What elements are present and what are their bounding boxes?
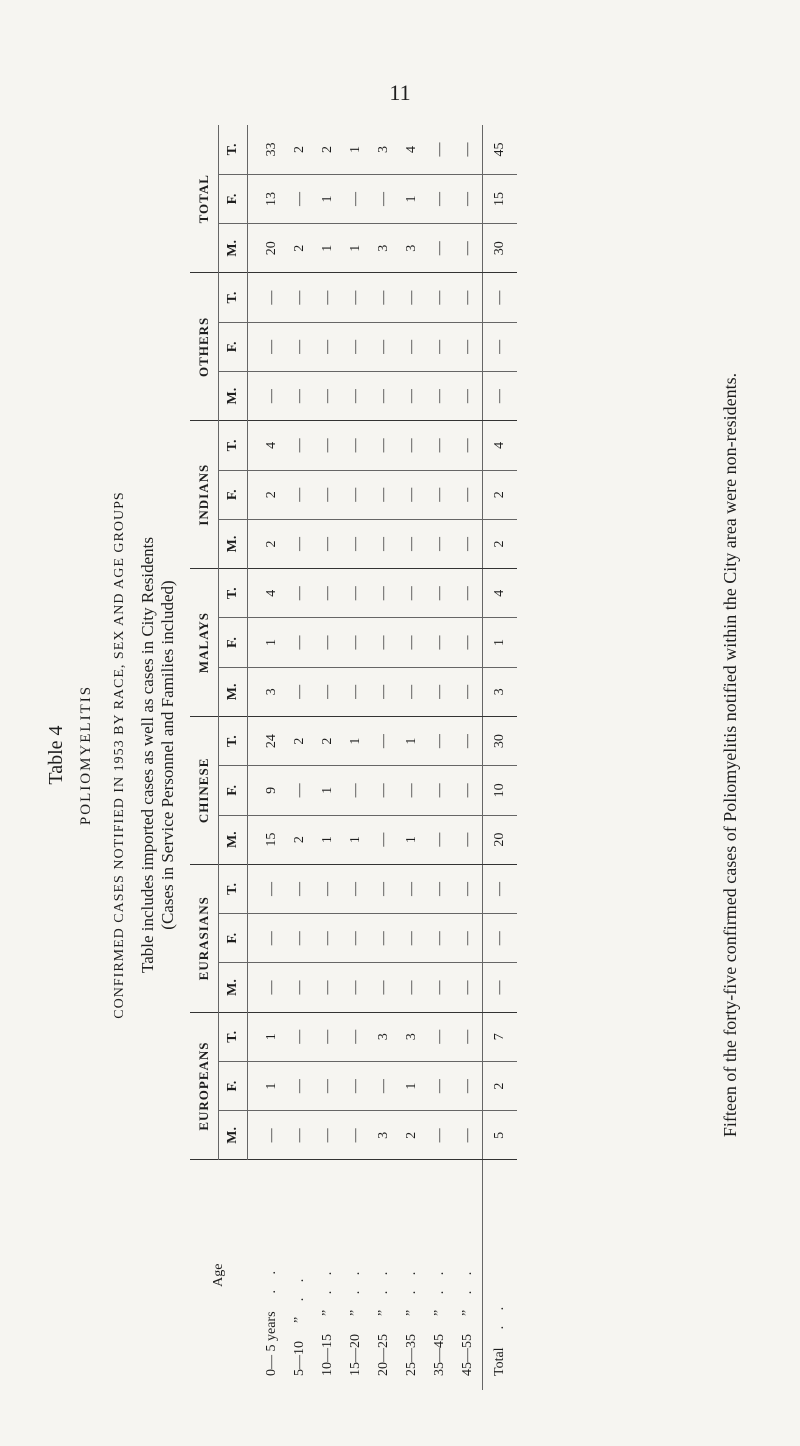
count-cell: — xyxy=(454,224,483,273)
count-cell: — xyxy=(370,914,398,963)
age-cell xyxy=(286,1160,314,1390)
count-cell: — xyxy=(370,322,398,371)
count-cell: — xyxy=(314,914,342,963)
age-label: 20—25 xyxy=(376,1334,391,1376)
count-cell: — xyxy=(370,618,398,667)
count-cell: — xyxy=(426,470,454,519)
count-cell: — xyxy=(370,569,398,618)
count-cell: — xyxy=(314,864,342,913)
count-cell: — xyxy=(370,815,398,864)
count-cell: — xyxy=(342,1061,370,1110)
count-cell: — xyxy=(426,1111,454,1160)
sex-column-header: M. xyxy=(219,372,248,421)
leader-dots: ” . . xyxy=(460,1265,475,1316)
group-header: OTHERS xyxy=(190,273,219,421)
count-cell: — xyxy=(342,174,370,223)
count-cell: — xyxy=(342,766,370,815)
sex-column-header: F. xyxy=(219,470,248,519)
table-row xyxy=(370,125,398,1390)
age-label: 25—35 xyxy=(404,1334,419,1376)
age-cell xyxy=(370,1160,398,1390)
count-cell: — xyxy=(426,421,454,470)
sex-column-header: F. xyxy=(219,1061,248,1110)
count-cell: — xyxy=(483,963,518,1012)
count-cell: — xyxy=(483,273,518,322)
count-cell: 4 xyxy=(483,569,518,618)
count-cell: — xyxy=(398,372,426,421)
age-label: 0— 5 years xyxy=(263,1311,279,1376)
count-cell: — xyxy=(342,963,370,1012)
page-number: 11 xyxy=(389,80,411,105)
age-cell xyxy=(248,1160,287,1390)
count-cell: — xyxy=(342,914,370,963)
sex-column-header: F. xyxy=(219,618,248,667)
count-cell: — xyxy=(454,519,483,568)
count-cell: — xyxy=(426,618,454,667)
count-cell: — xyxy=(286,1061,314,1110)
leader-dots: ” . . xyxy=(376,1265,391,1316)
count-cell: 2 xyxy=(286,716,314,765)
leader-dots: ” . . xyxy=(348,1265,363,1316)
count-cell: — xyxy=(286,174,314,223)
group-header: TOTAL xyxy=(190,125,219,273)
count-cell: — xyxy=(370,470,398,519)
count-cell: 1 xyxy=(342,224,370,273)
age-label: Total xyxy=(492,1347,507,1376)
count-cell: 1 xyxy=(248,1012,287,1061)
count-cell: — xyxy=(342,470,370,519)
rotated-page-content xyxy=(40,120,760,1390)
table-label: Table 4 xyxy=(45,725,67,785)
count-cell: — xyxy=(342,618,370,667)
count-cell: 1 xyxy=(248,1061,287,1110)
count-cell: — xyxy=(398,322,426,371)
count-cell: 4 xyxy=(398,125,426,174)
count-cell: — xyxy=(398,273,426,322)
table-row xyxy=(398,125,426,1390)
count-cell: — xyxy=(483,322,518,371)
count-cell: 15 xyxy=(483,174,518,223)
count-cell: — xyxy=(426,322,454,371)
count-cell: — xyxy=(314,667,342,716)
count-cell: — xyxy=(454,421,483,470)
sex-column-header: M. xyxy=(219,963,248,1012)
count-cell: — xyxy=(370,963,398,1012)
table-body xyxy=(248,125,518,1390)
count-cell: — xyxy=(483,372,518,421)
count-cell: — xyxy=(483,914,518,963)
count-cell: — xyxy=(426,766,454,815)
count-cell: — xyxy=(286,1012,314,1061)
count-cell: — xyxy=(248,322,287,371)
age-label: 45—55 xyxy=(460,1334,475,1376)
count-cell: — xyxy=(248,963,287,1012)
leader-dots: ” . . xyxy=(320,1265,335,1316)
count-cell: — xyxy=(314,421,342,470)
sex-column-header: F. xyxy=(219,322,248,371)
count-cell: — xyxy=(398,569,426,618)
count-cell: 1 xyxy=(483,618,518,667)
count-cell: — xyxy=(426,174,454,223)
age-label: 10—15 xyxy=(320,1334,335,1376)
count-cell: — xyxy=(426,372,454,421)
count-cell: 4 xyxy=(483,421,518,470)
count-cell: — xyxy=(342,569,370,618)
count-cell: — xyxy=(248,864,287,913)
count-cell: — xyxy=(342,273,370,322)
count-cell: — xyxy=(398,470,426,519)
count-cell: 3 xyxy=(398,224,426,273)
age-label: 35—45 xyxy=(432,1334,447,1376)
table-row xyxy=(286,125,314,1390)
count-cell: — xyxy=(286,667,314,716)
count-cell: 33 xyxy=(248,125,287,174)
count-cell: 1 xyxy=(342,125,370,174)
count-cell: — xyxy=(426,273,454,322)
age-cell xyxy=(483,1160,518,1390)
leader-dots: ” . . xyxy=(404,1265,419,1316)
count-cell: — xyxy=(286,914,314,963)
group-header: CHINESE xyxy=(190,716,219,864)
count-cell: 4 xyxy=(248,569,287,618)
leader-dots: . . xyxy=(263,1264,279,1294)
count-cell: 5 xyxy=(483,1111,518,1160)
sex-column-header: M. xyxy=(219,224,248,273)
count-cell: 2 xyxy=(314,125,342,174)
count-cell: — xyxy=(426,864,454,913)
sex-column-header: T. xyxy=(219,421,248,470)
count-cell: — xyxy=(248,914,287,963)
count-cell: — xyxy=(342,667,370,716)
count-cell: 1 xyxy=(248,618,287,667)
group-header: EURASIANS xyxy=(190,864,219,1012)
age-cell xyxy=(342,1160,370,1390)
count-cell: — xyxy=(398,864,426,913)
count-cell: — xyxy=(342,864,370,913)
count-cell: — xyxy=(426,519,454,568)
count-cell: 30 xyxy=(483,716,518,765)
count-cell: — xyxy=(342,421,370,470)
count-cell: — xyxy=(370,766,398,815)
count-cell: — xyxy=(426,667,454,716)
count-cell: 2 xyxy=(248,519,287,568)
count-cell: — xyxy=(286,1111,314,1160)
count-cell: — xyxy=(454,815,483,864)
count-cell: — xyxy=(370,716,398,765)
count-cell: — xyxy=(370,273,398,322)
count-cell: — xyxy=(454,667,483,716)
group-header-row xyxy=(190,125,219,1390)
count-cell: — xyxy=(426,1061,454,1110)
count-cell: 1 xyxy=(314,766,342,815)
count-cell: 2 xyxy=(286,815,314,864)
count-cell: 3 xyxy=(370,125,398,174)
count-cell: — xyxy=(342,372,370,421)
count-cell: — xyxy=(370,174,398,223)
count-cell: 3 xyxy=(370,224,398,273)
count-cell: — xyxy=(454,322,483,371)
sex-column-header: T. xyxy=(219,716,248,765)
sex-column-header: T. xyxy=(219,569,248,618)
count-cell: — xyxy=(370,372,398,421)
count-cell: 1 xyxy=(342,815,370,864)
sex-column-header: M. xyxy=(219,815,248,864)
count-cell: — xyxy=(398,421,426,470)
count-cell: — xyxy=(454,1061,483,1110)
table-title: POLIOMYELITIS xyxy=(78,684,94,826)
count-cell: — xyxy=(286,618,314,667)
sex-column-header: M. xyxy=(219,519,248,568)
count-cell: — xyxy=(426,125,454,174)
count-cell: 3 xyxy=(398,1012,426,1061)
count-cell: — xyxy=(314,273,342,322)
count-cell: — xyxy=(398,963,426,1012)
count-cell: — xyxy=(454,864,483,913)
count-cell: — xyxy=(286,470,314,519)
count-cell: — xyxy=(314,1111,342,1160)
table-row xyxy=(248,125,287,1390)
count-cell: 7 xyxy=(483,1012,518,1061)
count-cell: 1 xyxy=(398,716,426,765)
count-cell: — xyxy=(426,569,454,618)
count-cell: 1 xyxy=(314,174,342,223)
sex-column-header: T. xyxy=(219,273,248,322)
count-cell: — xyxy=(286,766,314,815)
sex-column-header: F. xyxy=(219,174,248,223)
age-label: 15—20 xyxy=(348,1334,363,1376)
count-cell: — xyxy=(426,1012,454,1061)
sex-column-header: T. xyxy=(219,1012,248,1061)
count-cell: — xyxy=(454,470,483,519)
count-cell: — xyxy=(314,1012,342,1061)
count-cell: — xyxy=(286,372,314,421)
count-cell: — xyxy=(342,519,370,568)
count-cell: — xyxy=(286,322,314,371)
polio-cases-table xyxy=(190,125,517,1390)
count-cell: 1 xyxy=(314,224,342,273)
group-header: MALAYS xyxy=(190,569,219,717)
count-cell: 2 xyxy=(398,1111,426,1160)
count-cell: — xyxy=(454,372,483,421)
sex-column-header: F. xyxy=(219,766,248,815)
table-subtitle: CONFIRMED CASES NOTIFIED IN 1953 BY RACE, SEX AND AGE GROUPS xyxy=(112,491,127,1019)
count-cell: — xyxy=(314,963,342,1012)
leader-dots: ” . . xyxy=(292,1272,307,1323)
count-cell: 9 xyxy=(248,766,287,815)
table-row xyxy=(314,125,342,1390)
group-header: EUROPEANS xyxy=(190,1012,219,1160)
count-cell: — xyxy=(454,914,483,963)
count-cell: — xyxy=(248,273,287,322)
table-row xyxy=(342,125,370,1390)
count-cell: — xyxy=(314,372,342,421)
count-cell: — xyxy=(398,519,426,568)
count-cell: — xyxy=(370,421,398,470)
count-cell: — xyxy=(483,864,518,913)
count-cell: — xyxy=(370,519,398,568)
count-cell: — xyxy=(314,519,342,568)
count-cell: — xyxy=(426,914,454,963)
count-cell: 3 xyxy=(483,667,518,716)
count-cell: — xyxy=(454,273,483,322)
age-cell xyxy=(426,1160,454,1390)
count-cell: 4 xyxy=(248,421,287,470)
count-cell: — xyxy=(314,569,342,618)
count-cell: — xyxy=(286,963,314,1012)
count-cell: — xyxy=(426,815,454,864)
footnote: Fifteen of the forty-five confirmed cases of Poliomyelitis notified within the City area were non-residents. xyxy=(720,372,740,1138)
count-cell: — xyxy=(454,569,483,618)
sex-column-header: F. xyxy=(219,914,248,963)
count-cell: — xyxy=(248,372,287,421)
sex-column-header: M. xyxy=(219,1111,248,1160)
group-header: INDIANS xyxy=(190,421,219,569)
sex-column-header: T. xyxy=(219,864,248,913)
count-cell: — xyxy=(426,224,454,273)
count-cell: 2 xyxy=(483,519,518,568)
count-cell: 1 xyxy=(314,815,342,864)
count-cell: — xyxy=(286,519,314,568)
count-cell: — xyxy=(342,1111,370,1160)
count-cell: — xyxy=(398,667,426,716)
age-column-header: Age xyxy=(210,1263,226,1287)
count-cell: — xyxy=(314,1061,342,1110)
count-cell: 2 xyxy=(314,716,342,765)
count-cell: — xyxy=(398,618,426,667)
count-cell: 3 xyxy=(248,667,287,716)
count-cell: — xyxy=(370,864,398,913)
count-cell: — xyxy=(454,618,483,667)
count-cell: — xyxy=(342,1012,370,1061)
count-cell: — xyxy=(314,470,342,519)
count-cell: 1 xyxy=(342,716,370,765)
count-cell: 10 xyxy=(483,766,518,815)
count-cell: 45 xyxy=(483,125,518,174)
count-cell: — xyxy=(286,421,314,470)
count-cell: — xyxy=(314,322,342,371)
sex-column-header: M. xyxy=(219,667,248,716)
count-cell: 20 xyxy=(248,224,287,273)
leader-dots: . . xyxy=(492,1300,507,1330)
table-note-line-1: Table includes imported cases as well as cases in City Residents xyxy=(138,537,157,973)
count-cell: — xyxy=(454,716,483,765)
count-cell: — xyxy=(426,716,454,765)
count-cell: 1 xyxy=(398,815,426,864)
count-cell: 2 xyxy=(286,125,314,174)
count-cell: 1 xyxy=(398,174,426,223)
count-cell: 3 xyxy=(370,1012,398,1061)
count-cell: 30 xyxy=(483,224,518,273)
count-cell: — xyxy=(398,766,426,815)
leader-dots: ” . . xyxy=(432,1265,447,1316)
count-cell: — xyxy=(454,174,483,223)
total-row xyxy=(483,125,518,1390)
age-label: 5—10 xyxy=(292,1341,307,1376)
age-cell xyxy=(398,1160,426,1390)
count-cell: 2 xyxy=(483,1061,518,1110)
count-cell: 20 xyxy=(483,815,518,864)
age-cell xyxy=(314,1160,342,1390)
count-cell: — xyxy=(370,667,398,716)
count-cell: 13 xyxy=(248,174,287,223)
count-cell: — xyxy=(248,1111,287,1160)
count-cell: 15 xyxy=(248,815,287,864)
count-cell: — xyxy=(398,914,426,963)
table-note xyxy=(138,120,178,1390)
count-cell: — xyxy=(370,1061,398,1110)
count-cell: 2 xyxy=(248,470,287,519)
count-cell: — xyxy=(454,766,483,815)
table-note-line-2: (Cases in Service Personnel and Families included) xyxy=(158,580,177,930)
table-row xyxy=(426,125,454,1390)
count-cell: 1 xyxy=(398,1061,426,1110)
count-cell: 2 xyxy=(483,470,518,519)
count-cell: — xyxy=(286,273,314,322)
count-cell: 2 xyxy=(286,224,314,273)
count-cell: — xyxy=(454,1012,483,1061)
count-cell: — xyxy=(286,864,314,913)
count-cell: — xyxy=(454,125,483,174)
count-cell: — xyxy=(454,963,483,1012)
count-cell: — xyxy=(314,618,342,667)
count-cell: 3 xyxy=(370,1111,398,1160)
count-cell: — xyxy=(342,322,370,371)
count-cell: — xyxy=(286,569,314,618)
age-cell xyxy=(454,1160,483,1390)
count-cell: — xyxy=(426,963,454,1012)
sex-column-header: T. xyxy=(219,125,248,174)
table-row xyxy=(454,125,483,1390)
count-cell: — xyxy=(454,1111,483,1160)
count-cell: 24 xyxy=(248,716,287,765)
